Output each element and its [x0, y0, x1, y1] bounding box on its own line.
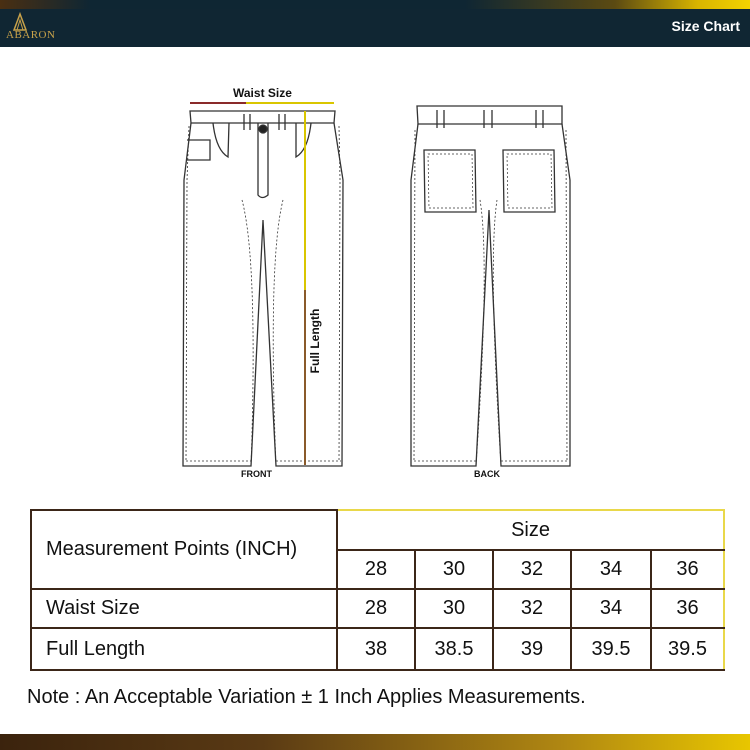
table-cell: 36: [651, 589, 724, 628]
size-cell: 32: [493, 550, 571, 589]
back-jeans-illustration: [411, 106, 570, 466]
table-row: [31, 628, 724, 670]
table-cell: 39: [493, 628, 571, 670]
logo-text: ABARON: [6, 29, 56, 41]
size-cell: 34: [571, 550, 651, 589]
table-cell: 38.5: [415, 628, 493, 670]
size-cell: 28: [337, 550, 415, 589]
row-header-cell: Measurement Points (INCH): [31, 510, 337, 589]
size-cell: 30: [415, 550, 493, 589]
page-title: Size Chart: [671, 18, 740, 34]
table-row: [31, 589, 724, 628]
table-cell: 38: [337, 628, 415, 670]
table-cell: 34: [571, 589, 651, 628]
table-cell: 30: [415, 589, 493, 628]
size-chart-table: [30, 509, 725, 671]
row-label: Full Length: [31, 628, 337, 670]
waist-size-label: Waist Size: [233, 86, 292, 100]
size-cell: 36: [651, 550, 724, 589]
table-cell: 39.5: [571, 628, 651, 670]
size-header-cell: Size: [337, 510, 724, 550]
row-label: Waist Size: [31, 589, 337, 628]
full-length-label: Full Length: [308, 308, 322, 374]
table-cell: 32: [493, 589, 571, 628]
footer-bar: [0, 734, 750, 750]
front-label: FRONT: [241, 469, 272, 479]
front-jeans-illustration: [183, 111, 343, 466]
variation-note: Note : An Acceptable Variation ± 1 Inch Applies Measurements.: [27, 686, 586, 708]
back-label: BACK: [474, 469, 500, 479]
table-cell: 39.5: [651, 628, 724, 670]
table-cell: 28: [337, 589, 415, 628]
